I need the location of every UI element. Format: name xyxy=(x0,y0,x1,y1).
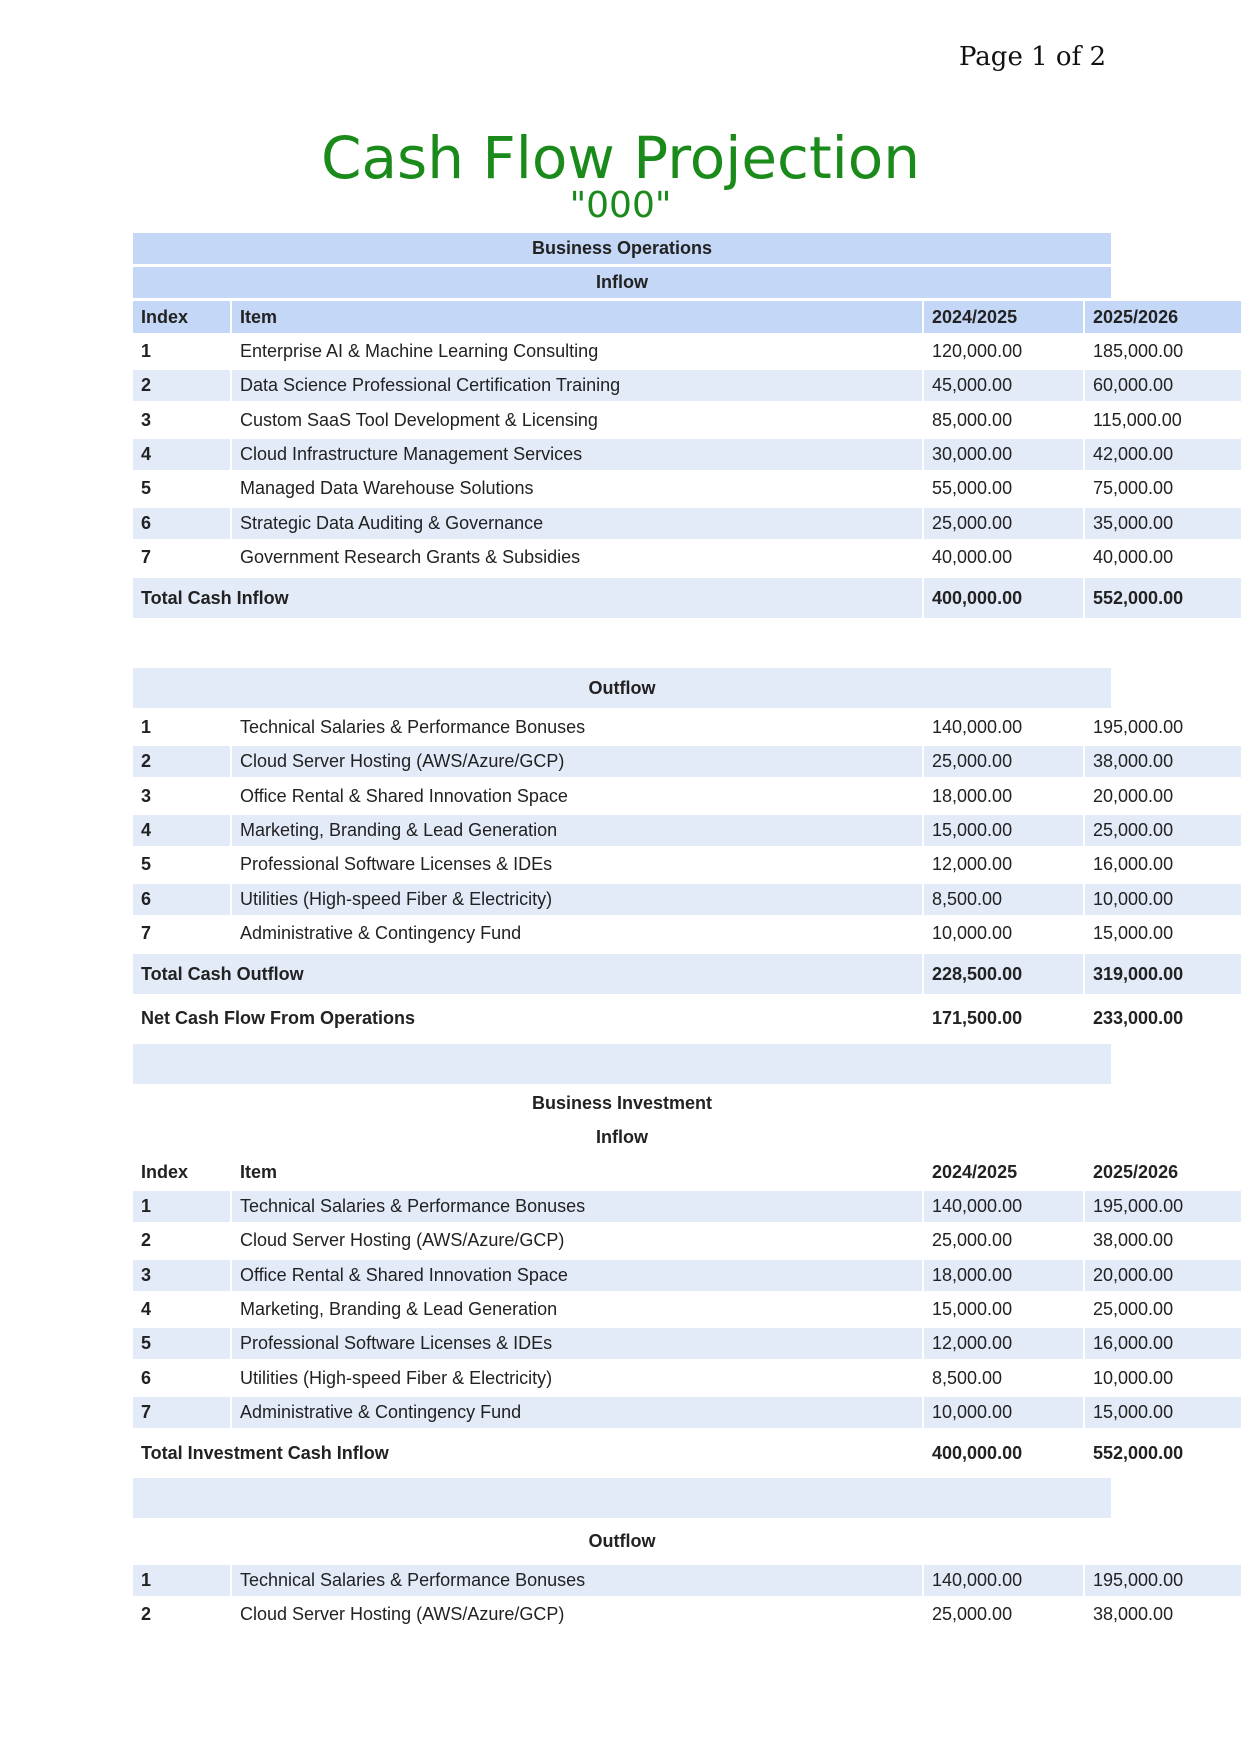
spacer-band xyxy=(133,1478,1111,1518)
row-value-2025-2026: 20,000.00 xyxy=(1093,785,1174,806)
net-value-2024-2025: 171,500.00 xyxy=(932,1007,1023,1028)
row-item: Marketing, Branding & Lead Generation xyxy=(232,815,922,846)
table-row xyxy=(133,1363,1174,1394)
row-index: 5 xyxy=(141,854,152,875)
operations-total-inflow-row xyxy=(133,578,1184,618)
row-value-2025-2026: 38,000.00 xyxy=(1085,746,1241,777)
row-value-2025-2026: 195,000.00 xyxy=(1085,1565,1241,1596)
table-row xyxy=(133,781,1174,812)
row-item: Marketing, Branding & Lead Generation xyxy=(240,1298,558,1319)
row-value-2025-2026: 16,000.00 xyxy=(1093,854,1174,875)
row-index: 2 xyxy=(141,1604,152,1625)
row-item: Administrative & Contingency Fund xyxy=(232,1397,922,1428)
row-value-2024-2025: 10,000.00 xyxy=(924,1397,1083,1428)
row-value-2024-2025: 55,000.00 xyxy=(932,478,1013,499)
total-value-2025-2026: 552,000.00 xyxy=(1085,578,1241,618)
column-2025-2026: 2025/2026 xyxy=(1085,301,1241,333)
row-value-2024-2025: 8,500.00 xyxy=(932,1367,1003,1388)
total-value-2024-2025: 400,000.00 xyxy=(932,1442,1023,1463)
row-item: Utilities (High-speed Fiber & Electricity) xyxy=(232,884,922,915)
table-row xyxy=(133,918,1174,949)
row-index: 7 xyxy=(133,1397,230,1428)
row-item: Office Rental & Shared Innovation Space xyxy=(240,785,568,806)
row-value-2024-2025: 8,500.00 xyxy=(924,884,1083,915)
row-value-2024-2025: 12,000.00 xyxy=(932,854,1013,875)
row-value-2024-2025: 140,000.00 xyxy=(924,1191,1083,1222)
column-item: Item xyxy=(240,1161,278,1182)
column-index: Index xyxy=(141,1161,189,1182)
row-value-2024-2025: 45,000.00 xyxy=(924,370,1083,401)
operations-section-title: Business Operations xyxy=(133,233,1111,264)
row-item: Cloud Infrastructure Management Services xyxy=(232,439,922,470)
table-row xyxy=(133,1328,1174,1359)
row-value-2025-2026: 25,000.00 xyxy=(1085,815,1241,846)
row-item: Professional Software Licenses & IDEs xyxy=(240,854,553,875)
page-title: Cash Flow Projection xyxy=(320,124,921,192)
row-value-2025-2026: 195,000.00 xyxy=(1085,1191,1241,1222)
row-index: 5 xyxy=(133,1328,230,1359)
investment-column-header xyxy=(133,1156,1179,1188)
row-value-2025-2026: 195,000.00 xyxy=(1093,717,1184,737)
row-item: Cloud Server Hosting (AWS/Azure/GCP) xyxy=(240,1230,565,1251)
table-row xyxy=(133,1397,1174,1428)
total-label: Total Cash Inflow xyxy=(133,578,922,618)
table-row xyxy=(133,1294,1174,1325)
row-item: Administrative & Contingency Fund xyxy=(240,922,522,943)
row-value-2024-2025: 30,000.00 xyxy=(924,439,1083,470)
row-value-2025-2026: 115,000.00 xyxy=(1093,409,1182,430)
row-index: 6 xyxy=(133,508,230,539)
row-index: 1 xyxy=(133,1565,230,1596)
row-value-2025-2026: 25,000.00 xyxy=(1093,1298,1174,1319)
spacer-band xyxy=(133,1044,1111,1084)
row-index: 1 xyxy=(141,341,152,361)
row-value-2025-2026: 20,000.00 xyxy=(1085,1260,1241,1291)
total-value-2025-2026: 552,000.00 xyxy=(1093,1442,1184,1463)
row-index: 6 xyxy=(133,884,230,915)
table-row xyxy=(133,439,1174,470)
row-index: 4 xyxy=(133,439,230,470)
row-index: 3 xyxy=(141,785,152,806)
row-value-2025-2026: 38,000.00 xyxy=(1093,1230,1174,1251)
table-row xyxy=(133,1599,1174,1630)
row-value-2024-2025: 140,000.00 xyxy=(924,1565,1083,1596)
row-value-2025-2026: 10,000.00 xyxy=(1085,884,1241,915)
row-item: Technical Salaries & Performance Bonuses xyxy=(240,717,586,737)
row-index: 3 xyxy=(133,1260,230,1291)
table-row xyxy=(133,1191,1184,1222)
row-value-2024-2025: 120,000.00 xyxy=(932,341,1023,361)
row-value-2025-2026: 38,000.00 xyxy=(1093,1604,1174,1625)
net-value-2025-2026: 233,000.00 xyxy=(1093,1007,1184,1028)
row-item: Enterprise AI & Machine Learning Consulting xyxy=(240,341,599,361)
table-row xyxy=(133,542,1174,573)
table-row xyxy=(133,746,1174,777)
table-row xyxy=(133,336,1184,367)
column-2024-2025: 2024/2025 xyxy=(932,1161,1018,1182)
row-value-2024-2025: 18,000.00 xyxy=(924,1260,1083,1291)
row-index: 1 xyxy=(141,717,152,737)
column-item: Item xyxy=(232,301,922,333)
row-value-2024-2025: 10,000.00 xyxy=(932,922,1013,943)
table-row xyxy=(133,884,1174,915)
column-2024-2025: 2024/2025 xyxy=(924,301,1083,333)
row-value-2025-2026: 15,000.00 xyxy=(1093,922,1174,943)
row-item: Cloud Server Hosting (AWS/Azure/GCP) xyxy=(232,746,922,777)
row-item: Technical Salaries & Performance Bonuses xyxy=(232,1191,922,1222)
row-value-2024-2025: 25,000.00 xyxy=(932,1230,1013,1251)
row-value-2025-2026: 10,000.00 xyxy=(1093,1367,1174,1388)
row-value-2025-2026: 75,000.00 xyxy=(1093,478,1174,499)
row-value-2024-2025: 140,000.00 xyxy=(932,717,1023,737)
row-index: 3 xyxy=(141,409,152,430)
table-row xyxy=(133,1225,1174,1256)
operations-column-header xyxy=(133,301,1179,333)
row-index: 7 xyxy=(141,922,152,943)
row-item: Custom SaaS Tool Development & Licensing xyxy=(240,409,598,430)
row-index: 6 xyxy=(141,1367,152,1388)
row-value-2024-2025: 40,000.00 xyxy=(932,546,1013,567)
row-value-2024-2025: 25,000.00 xyxy=(924,508,1083,539)
row-index: 4 xyxy=(133,815,230,846)
investment-total-inflow-row xyxy=(133,1433,1184,1473)
row-value-2025-2026: 16,000.00 xyxy=(1085,1328,1241,1359)
row-item: Strategic Data Auditing & Governance xyxy=(232,508,922,539)
row-value-2025-2026: 40,000.00 xyxy=(1093,546,1174,567)
operations-outflow-title: Outflow xyxy=(133,668,1111,708)
row-index: 1 xyxy=(133,1191,230,1222)
row-index: 7 xyxy=(141,546,152,567)
operations-inflow-title: Inflow xyxy=(133,267,1111,298)
table-row xyxy=(133,849,1174,880)
table-row xyxy=(133,405,1182,436)
total-label: Total Investment Cash Inflow xyxy=(141,1442,389,1463)
row-item: Managed Data Warehouse Solutions xyxy=(240,478,534,499)
row-value-2024-2025: 25,000.00 xyxy=(924,746,1083,777)
row-index: 2 xyxy=(141,1230,152,1251)
row-item: Office Rental & Shared Innovation Space xyxy=(232,1260,922,1291)
total-value-2025-2026: 319,000.00 xyxy=(1085,954,1241,994)
table-row xyxy=(133,1260,1174,1291)
row-value-2025-2026: 185,000.00 xyxy=(1093,341,1184,361)
table-row xyxy=(133,508,1174,539)
table-row xyxy=(133,712,1184,743)
row-index: 5 xyxy=(141,478,152,499)
column-2025-2026: 2025/2026 xyxy=(1093,1161,1179,1182)
operations-total-outflow-row xyxy=(133,954,1184,994)
row-value-2024-2025: 18,000.00 xyxy=(932,785,1013,806)
row-value-2025-2026: 35,000.00 xyxy=(1085,508,1241,539)
row-value-2024-2025: 15,000.00 xyxy=(924,815,1083,846)
row-item: Cloud Server Hosting (AWS/Azure/GCP) xyxy=(240,1604,565,1625)
row-value-2024-2025: 15,000.00 xyxy=(932,1298,1013,1319)
net-label: Net Cash Flow From Operations xyxy=(141,1007,416,1028)
row-value-2025-2026: 15,000.00 xyxy=(1085,1397,1241,1428)
investment-inflow-title: Inflow xyxy=(596,1126,648,1147)
row-index: 2 xyxy=(133,746,230,777)
column-index: Index xyxy=(133,301,230,333)
page-subtitle: "000" xyxy=(569,185,672,226)
row-item: Technical Salaries & Performance Bonuses xyxy=(232,1565,922,1596)
table-row xyxy=(133,473,1174,504)
row-value-2024-2025: 25,000.00 xyxy=(932,1604,1013,1625)
total-label: Total Cash Outflow xyxy=(133,954,922,994)
row-index: 2 xyxy=(133,370,230,401)
row-value-2025-2026: 42,000.00 xyxy=(1085,439,1241,470)
row-value-2024-2025: 85,000.00 xyxy=(932,409,1013,430)
row-item: Government Research Grants & Subsidies xyxy=(240,546,581,567)
total-value-2024-2025: 228,500.00 xyxy=(924,954,1083,994)
row-value-2025-2026: 60,000.00 xyxy=(1085,370,1241,401)
row-value-2024-2025: 12,000.00 xyxy=(924,1328,1083,1359)
table-row xyxy=(133,815,1174,846)
operations-net-cash-flow-row xyxy=(133,998,1184,1038)
total-value-2024-2025: 400,000.00 xyxy=(924,578,1083,618)
table-row xyxy=(133,370,1174,401)
row-item: Utilities (High-speed Fiber & Electricity) xyxy=(240,1367,553,1388)
row-index: 4 xyxy=(141,1298,152,1319)
page-number: Page 1 of 2 xyxy=(958,42,1106,72)
row-item: Data Science Professional Certification Training xyxy=(232,370,922,401)
table-row xyxy=(133,1565,1184,1596)
row-item: Professional Software Licenses & IDEs xyxy=(232,1328,922,1359)
investment-outflow-title: Outflow xyxy=(588,1530,656,1551)
investment-section-title: Business Investment xyxy=(531,1092,713,1113)
